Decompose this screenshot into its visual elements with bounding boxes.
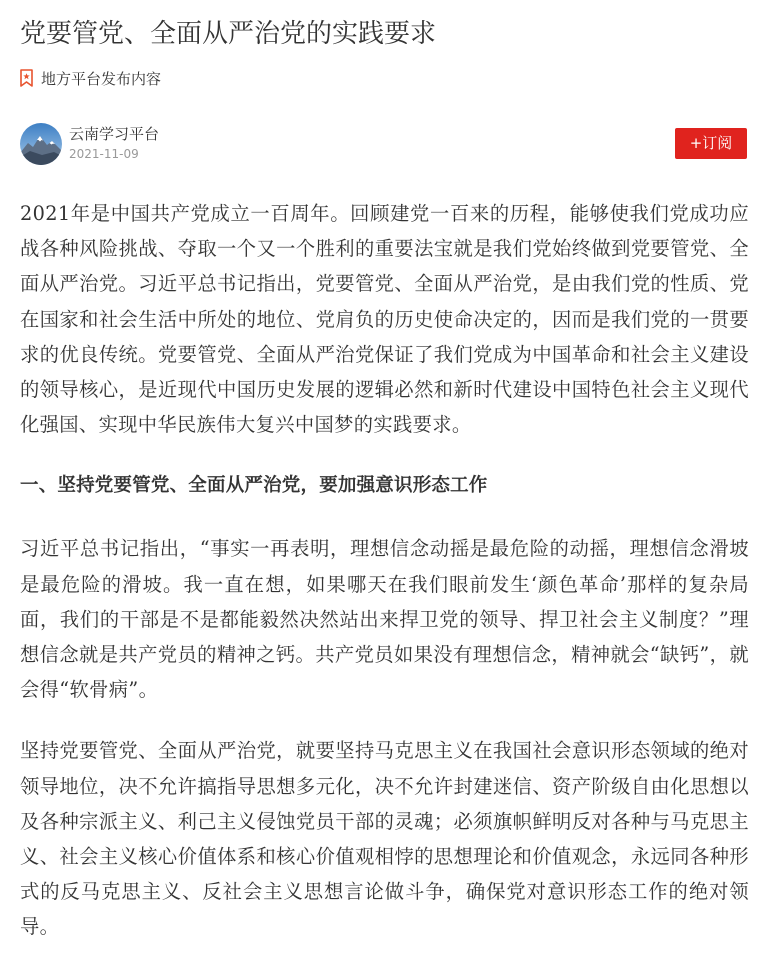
article-paragraph: 习近平总书记指出，“事实一再表明，理想信念动摇是最危险的动摇，理想信念滑坡是最危险的滑坡。我一直在想，如果哪天在我们眼前发生‘颜色革命’那样的复杂局面，我们的干部是不是都能毅然决然站出来捍卫党的领导、捍卫社会主义制度？”理想信念就是共产党员的精神之钙。共产党员如果没有理想信念，精神就会“缺钙”，就会得“软骨病”。 [20,537,749,702]
publish-date: 2021-11-09 [69,147,139,161]
section-heading: 一、坚持党要管党、全面从严治党，要加强意识形态工作 [20,475,488,497]
subscribe-button[interactable]: +订阅 [675,128,747,159]
mountain-avatar-icon[interactable] [20,123,62,165]
source-label: 地方平台发布内容 [41,69,162,88]
article-body [20,196,749,971]
article-paragraph: 2021年是中国共产党成立一百周年。回顾建党一百来的历程，能够使我们党成功应战各种风险挑战、夺取一个又一个胜利的重要法宝就是我们党始终做到党要管党、全面从严治党。习近平总书记指出，党要管党、全面从严治党，是由我们党的性质、党在国家和社会生活中所处的地位、党肩负的历史使命决定的，因而是我们党的一贯要求的优良传统。党要管党、全面从严治党保证了我们党成为中国革命和社会主义建设的领导核心，是近现代中国历史发展的逻辑必然和新时代建设中国特色社会主义现代化强国、实现中华民族伟大复兴中国梦的实践要求。 [20,202,749,437]
author-row [20,122,749,168]
article-title: 党要管党、全面从严治党的实践要求 [20,19,437,49]
author-name[interactable]: 云南学习平台 [69,125,160,143]
source-row [20,66,161,90]
article-paragraph: 坚持党要管党、全面从严治党，就要坚持马克思主义在我国社会意识形态领域的绝对领导地位，决不允许搞指导思想多元化，决不允许封建迷信、资产阶级自由化思想以及各种宗派主义、利己主义侵蚀党员干部的灵魂；必须旗帜鲜明反对各种与马克思主义、社会主义核心价值体系和核心价值观相悖的思想理论和价值观念，永远同各种形式的反马克思主义、反社会主义思想言论做斗争，确保党对意识形态工作的绝对领导。 [20,739,749,939]
bookmark-star-icon [20,69,33,87]
